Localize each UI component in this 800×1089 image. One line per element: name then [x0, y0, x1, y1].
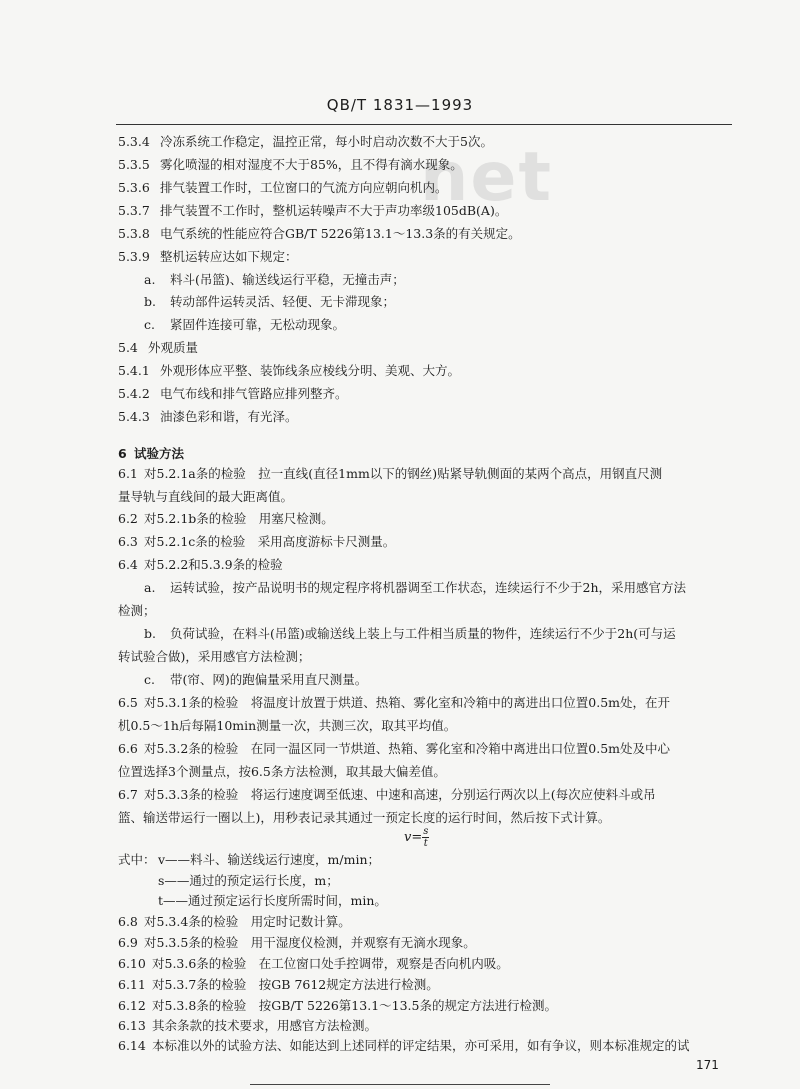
text-line: [118, 203, 507, 219]
speed-formula: [404, 826, 429, 849]
clause-text: 雾化喷湿的相对湿度不大于85%，且不得有滴水现象。: [160, 157, 463, 172]
clause-text: 对5.3.7条的检验 按GB 7612规定方法进行检测。: [152, 977, 439, 992]
watermark: net: [420, 138, 554, 217]
text-line: [118, 386, 348, 402]
formula-numerator: s: [423, 826, 429, 837]
text-line: [118, 649, 310, 665]
clause-number: a.: [144, 272, 156, 287]
clause-text: 对5.2.2和5.3.9条的检验: [144, 557, 283, 572]
clause-text: 对5.2.1c条的检验 采用高度游标卡尺测量。: [144, 534, 396, 549]
clause-number: 6.13: [118, 1018, 146, 1033]
clause-text: 带(帘、网)的跑偏量采用直尺测量。: [170, 672, 368, 687]
clause-number: 6.14: [118, 1038, 146, 1053]
text-line: [118, 977, 439, 993]
clause-text: 对5.3.3条的检验 将运行速度调至低速、中速和高速，分别运行两次以上(每次应使料斗或吊: [144, 787, 656, 802]
clause-text: 篮、输送带运行一圈以上)，用秒表记录其通过一预定长度的运行时间，然后按下式计算。: [118, 810, 611, 825]
text-line: [118, 489, 293, 505]
clause-text: t——通过预定运行长度所需时间，min。: [158, 893, 387, 908]
clause-text: 量导轨与直线间的最大距离值。: [118, 489, 294, 504]
text-line: [118, 764, 446, 780]
clause-number: 6: [118, 446, 127, 461]
clause-text: 紧固件连接可靠，无松动现象。: [170, 317, 346, 332]
clause-text: 检测；: [118, 603, 156, 618]
clause-number: 5.4.2: [118, 386, 150, 401]
clause-number: 6.6: [118, 741, 138, 756]
clause-text: 对5.3.5条的检验 用干湿度仪检测，并观察有无滴水现象。: [144, 935, 476, 950]
clause-text: 对5.3.8条的检验 按GB/T 5226第13.1～13.5条的规定方法进行检测。: [152, 998, 557, 1013]
clause-number: 6.10: [118, 956, 146, 971]
clause-text: v——料斗、输送线运行速度，m/min；: [158, 852, 381, 867]
text-line: [118, 695, 670, 711]
text-line: [118, 446, 184, 462]
text-line: [144, 580, 686, 596]
clause-text: 排气装置不工作时，整机运转噪声不大于声功率级105dB(A)。: [160, 203, 508, 218]
clause-text: 油漆色彩和谐，有光泽。: [160, 409, 298, 424]
clause-text: 整机运转应达如下规定：: [160, 249, 298, 264]
text-line: [118, 340, 198, 356]
clause-number: 6.4: [118, 557, 138, 572]
clause-number: 5.3.6: [118, 180, 150, 195]
clause-text: 对5.3.1条的检验 将温度计放置于烘道、热箱、雾化室和冷箱中的离进出口位置0.5m处，在开: [144, 695, 671, 710]
text-line: [118, 914, 351, 930]
clause-text: 外观形体应平整、装饰线条应棱线分明、美观、大方。: [160, 363, 461, 378]
clause-number: 5.4: [118, 340, 138, 355]
clause-number: 6.1: [118, 466, 138, 481]
clause-number: 6.12: [118, 998, 146, 1013]
clause-text: 外观质量: [148, 340, 199, 355]
clause-text: 料斗(吊篮)、输送线运行平稳，无撞击声；: [170, 272, 405, 287]
clause-number: c.: [144, 317, 155, 332]
clause-text: 试验方法: [134, 446, 185, 461]
clause-text: 对5.3.2条的检验 在同一温区同一节烘道、热箱、雾化室和冷箱中离进出口位置0.5m处及中心: [144, 741, 671, 756]
text-line: [118, 409, 298, 425]
formula-fraction: [422, 826, 429, 849]
text-line: [144, 317, 345, 333]
text-line: [118, 1038, 690, 1054]
clause-number: 6.5: [118, 695, 138, 710]
text-line: [118, 603, 156, 619]
text-line: [118, 534, 395, 550]
clause-number: c.: [144, 672, 155, 687]
clause-text: 电气布线和排气管路应排列整齐。: [160, 386, 348, 401]
text-line: [144, 294, 395, 310]
text-line: [118, 511, 334, 527]
text-line: [158, 873, 339, 889]
clause-number: 5.4.3: [118, 409, 150, 424]
text-line: [118, 466, 662, 482]
text-line: [118, 935, 476, 951]
clause-number: 5.3.7: [118, 203, 150, 218]
text-line: [118, 718, 456, 734]
clause-text: 转动部件运转灵活、轻便、无卡滞现象；: [170, 294, 396, 309]
clause-number: 6.7: [118, 787, 138, 802]
text-line: [118, 249, 298, 265]
text-line: [118, 557, 283, 573]
clause-number: 式中：: [118, 852, 156, 867]
text-line: [118, 956, 509, 972]
clause-number: b.: [144, 626, 156, 641]
text-line: [158, 893, 387, 909]
clause-number: 6.9: [118, 935, 138, 950]
text-line: [118, 1018, 377, 1034]
formula-denominator: t: [423, 838, 428, 849]
text-line: [144, 626, 676, 642]
formula-lhs: v=: [404, 830, 423, 845]
clause-text: 机0.5～1h后每隔10min测量一次，共测三次，取其平均值。: [118, 718, 457, 733]
clause-text: 对5.2.1a条的检验 拉一直线(直径1mm以下的钢丝)贴紧导轨侧面的某两个高点，用钢直尺测: [144, 466, 663, 481]
clause-text: 对5.2.1b条的检验 用塞尺检测。: [144, 511, 334, 526]
clause-text: 排气装置工作时，工位窗口的气流方向应朝向机内。: [160, 180, 448, 195]
clause-text: 转试验合做)，采用感官方法检测；: [118, 649, 311, 664]
clause-text: s——通过的预定运行长度，m；: [158, 873, 339, 888]
text-line: [118, 741, 670, 757]
text-line: [144, 672, 367, 688]
clause-text: 负荷试验，在料斗(吊篮)或输送线上装上与工件相当质量的物件，连续运行不少于2h(可与运: [170, 626, 676, 641]
clause-number: 5.3.8: [118, 226, 150, 241]
text-line: [118, 180, 448, 196]
page-number: 171: [696, 1058, 719, 1072]
text-line: [118, 363, 460, 379]
clause-number: 5.4.1: [118, 363, 150, 378]
clause-text: 运转试验，按产品说明书的规定程序将机器调至工作状态，连续运行不少于2h，采用感官方法: [170, 580, 687, 595]
clause-number: 5.3.4: [118, 134, 150, 149]
clause-text: 冷冻系统工作稳定，温控正常，每小时启动次数不大于5次。: [160, 134, 493, 149]
clause-text: 本标准以外的试验方法、如能达到上述同样的评定结果，亦可采用，如有争议，则本标准规定的试: [152, 1038, 690, 1053]
clause-number: 5.3.9: [118, 249, 150, 264]
text-line: [144, 272, 405, 288]
text-line: [118, 226, 521, 242]
text-line: [118, 810, 610, 826]
clause-number: 6.2: [118, 511, 138, 526]
text-line: [118, 998, 557, 1014]
clause-number: 6.11: [118, 977, 146, 992]
clause-text: 其余条款的技术要求，用感官方法检测。: [152, 1018, 378, 1033]
clause-text: 对5.3.6条的检验 在工位窗口处手控调带，观察是否向机内吸。: [152, 956, 509, 971]
text-line: [118, 134, 493, 150]
clause-number: 5.3.5: [118, 157, 150, 172]
clause-text: 对5.3.4条的检验 用定时记数计算。: [144, 914, 351, 929]
text-line: [118, 787, 656, 803]
bottom-rule: [250, 1084, 550, 1085]
text-line: [118, 157, 463, 173]
clause-text: 位置选择3个测量点，按6.5条方法检测，取其最大偏差值。: [118, 764, 446, 779]
clause-number: 6.3: [118, 534, 138, 549]
clause-text: 电气系统的性能应符合GB/T 5226第13.1～13.3条的有关规定。: [160, 226, 521, 241]
standard-code-header: QB/T 1831—1993: [326, 96, 474, 114]
text-line: [118, 852, 380, 868]
header-rule: [116, 124, 732, 125]
clause-number: 6.8: [118, 914, 138, 929]
clause-number: b.: [144, 294, 156, 309]
clause-number: a.: [144, 580, 156, 595]
